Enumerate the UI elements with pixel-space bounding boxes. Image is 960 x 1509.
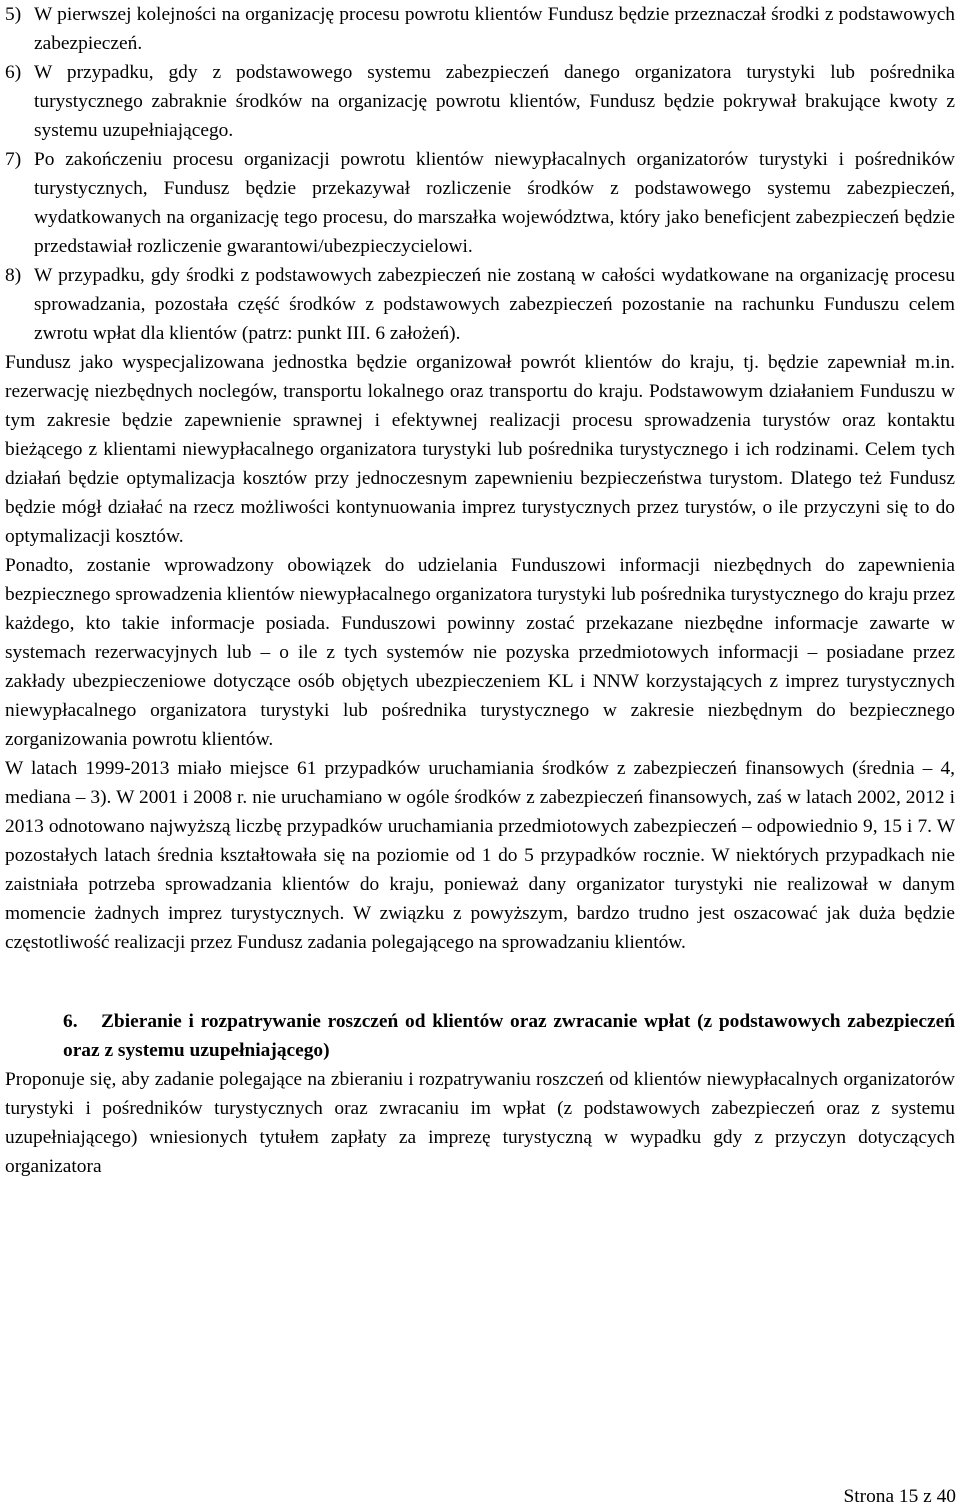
list-item-number: 8) [5, 265, 22, 286]
list-item-text: W pierwszej kolejności na organizację procesu powrotu klientów Fundusz będzie przeznaczał środki z podstawowych zabezpieczeń. [34, 4, 955, 54]
section-title [63, 1007, 955, 1065]
list-item [5, 58, 955, 145]
list-item-text: W przypadku, gdy środki z podstawowych zabezpieczeń nie zostaną w całości wydatkowane na organizację procesu sprowadzania, pozostała część środków z podstawowych zabezpieczeń pozostanie na rachunku Funduszu celem zwrotu wpłat dla klientów (patrz: punkt III. 6 założeń). [34, 265, 955, 344]
section-number: 6. [63, 1011, 78, 1032]
section-title-text: Zbieranie i rozpatrywanie roszczeń od klientów oraz zwracanie wpłat (z podstawowych zabezpieczeń oraz z systemu uzupełniającego) [63, 1011, 955, 1061]
list-item-text: Po zakończeniu procesu organizacji powrotu klientów niewypłacalnych organizatorów turystyki i pośredników turystycznych, Fundusz będzie przekazywał rozliczenie środków z podstawowego systemu zabezpieczeń, wydatkowanych na organizację tego procesu, do marszałka województwa, który jako beneficjent zabezpieczeń będzie przedstawiał rozliczenie gwarantowi/ubezpieczycielowi. [34, 149, 955, 257]
numbered-list [5, 0, 955, 348]
list-item [5, 145, 955, 261]
paragraph-information-duty: Ponadto, zostanie wprowadzony obowiązek do udzielania Funduszowi informacji niezbędnych do zapewnienia bezpiecznego sprowadzenia klientów niewypłacalnego organizatora turystyki lub pośrednika turystycznego do kraju przez każdego, kto takie informacje posiada. Funduszowi powinny zostać przekazane niezbędne informacje zawarte w systemach rezerwacyjnych lub – o ile z tych systemów nie pozyska przedmiotowych informacji – posiadane przez zakłady ubezpieczeniowe dotyczące osób objętych ubezpieczeniem KL i NNW korzystających z imprez turystycznych niewypłacalnego organizatora turystyki lub pośrednika turystycznego w zakresie niezbędnym do bezpiecznego zorganizowania powrotu klientów. [5, 555, 955, 750]
list-item [5, 0, 955, 58]
paragraph-claims: Proponuje się, aby zadanie polegające na zbieraniu i rozpatrywaniu roszczeń od klientów niewypłacalnych organizatorów turystyki i pośredników turystycznych oraz zwracaniu im wpłat (z podstawowych zabezpieczeń oraz z systemu uzupełniającego) wniesionych tytułem zapłaty za imprezę turystyczną w wypadku gdy z przyczyn dotyczących organizatora [5, 1069, 955, 1177]
section-heading [5, 1007, 955, 1065]
list-item [5, 261, 955, 348]
list-item-number: 6) [5, 62, 22, 83]
paragraph-statistics: W latach 1999-2013 miało miejsce 61 przypadków uruchamiania środków z zabezpieczeń finansowych (średnia – 4, mediana – 3). W 2001 i 2008 r. nie uruchamiano w ogóle środków z zabezpieczeń finansowych, zaś w latach 2002, 2012 i 2013 odnotowano najwyższą liczbę przypadków uruchamiania przedmiotowych zabezpieczeń – odpowiednio 9, 15 i 7. W pozostałych latach średnia kształtowała się na poziomie od 1 do 5 przypadków rocznie. W niektórych przypadkach nie zaistniała potrzeba sprowadzania klientów do kraju, ponieważ dany organizator turystyki nie realizował w danym momencie żadnych imprez turystycznych. W związku z powyższym, bardzo trudno jest oszacować jak duża będzie częstotliwość realizacji przez Fundusz zadania polegającego na sprowadzaniu klientów. [5, 758, 955, 953]
list-item-number: 7) [5, 149, 22, 170]
document-page [5, 0, 955, 1181]
page-number: Strona 15 z 40 [843, 1486, 956, 1507]
paragraph-fund-role: Fundusz jako wyspecjalizowana jednostka będzie organizował powrót klientów do kraju, tj. będzie zapewniał m.in. rezerwację niezbędnych noclegów, transportu lokalnego oraz transportu do kraju. Podstawowym działaniem Funduszu w tym zakresie będzie zapewnienie sprawnej i efektywnej realizacji procesu sprowadzenia turystów oraz kontaktu bieżącego z klientami niewypłacalnego organizatora turystyki lub pośrednika turystycznego i ich rodzinami. Celem tych działań będzie optymalizacja kosztów przy jednoczesnym zapewnieniu bezpieczeństwa turystom. Dlatego też Fundusz będzie mógł działać na rzecz możliwości kontynuowania imprez turystycznych przez turystów, o ile przyczyni się to do optymalizacji kosztów. [5, 352, 955, 547]
list-item-text: W przypadku, gdy z podstawowego systemu zabezpieczeń danego organizatora turystyki lub pośrednika turystycznego zabraknie środków na organizację powrotu klientów, Fundusz będzie pokrywał brakujące kwoty z systemu uzupełniającego. [34, 62, 955, 141]
list-item-number: 5) [5, 4, 22, 25]
